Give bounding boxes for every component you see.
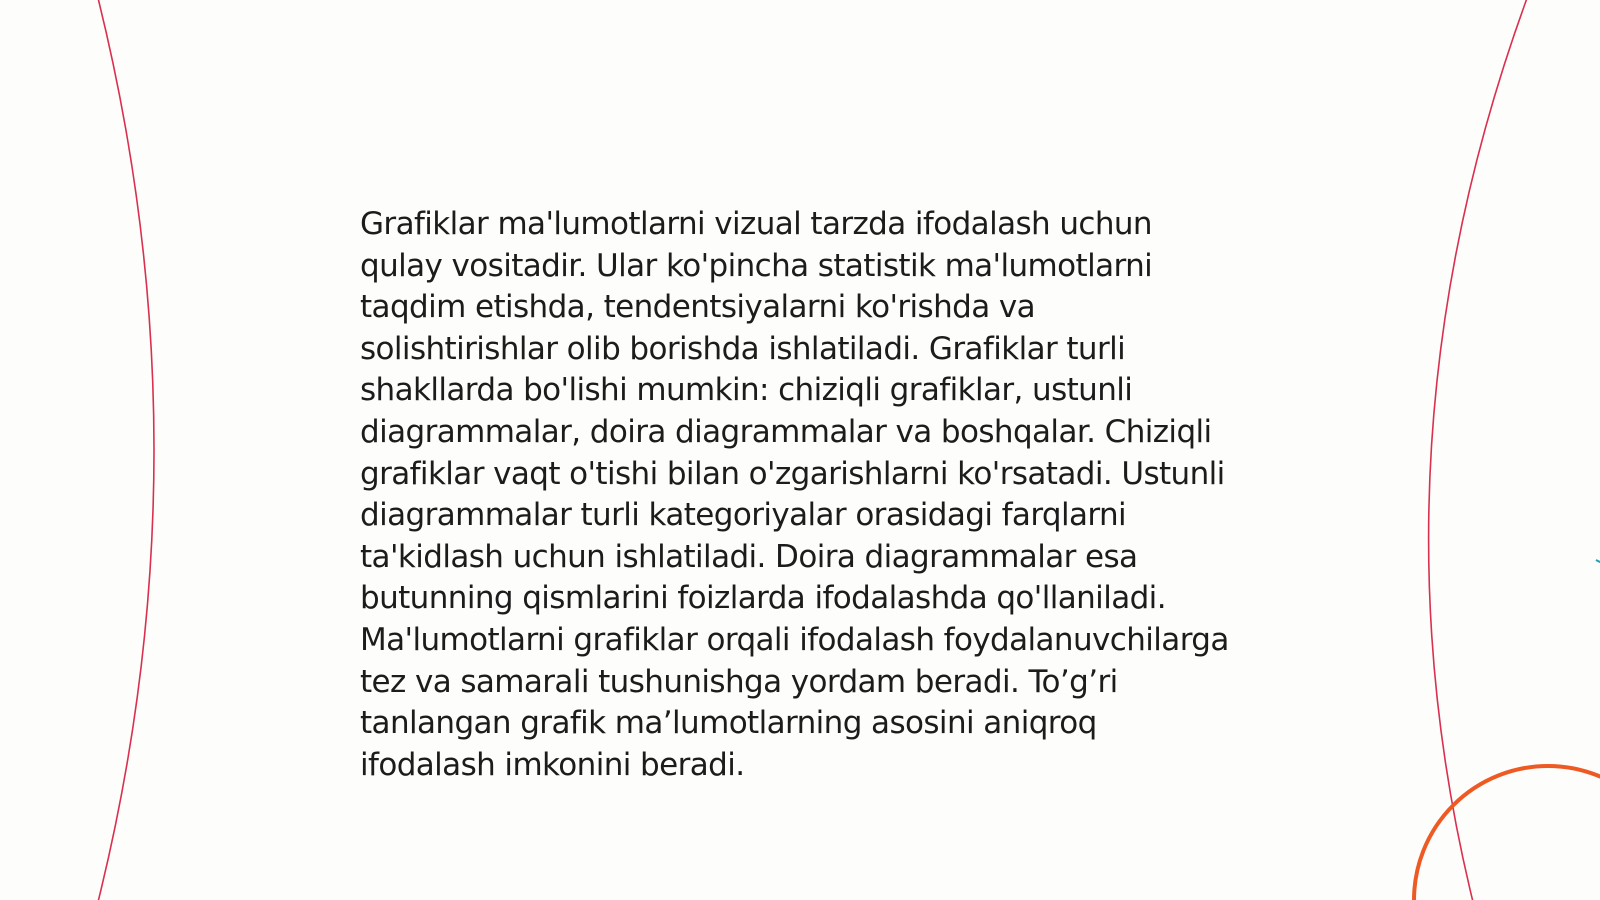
slide-body-text: Grafiklar ma'lumotlarni vizual tarzda ifodalash uchun qulay vositadir. Ular ko'pincha statistik ma'lumotlarni taqdim etishda, tendentsiyalarni ko'rishda va solishtirishlar olib borishda ishlatiladi. Grafiklar turli shakllarda bo'lishi mumkin: chiziqli grafiklar, ustunli diagrammalar, doira diagrammalar va boshqalar. Chiziqli grafiklar vaqt o'tishi bilan o'zgarishlarni ko'rsatadi. Ustunli diagrammalar turli kategoriyalar orasidagi farqlarni ta'kidlash uchun ishlatiladi. Doira diagrammalar esa butunning qismlarini foizlarda ifodalashda qo'llaniladi. Ma'lumotlarni grafiklar orqali ifodalash foydalanuvchilarga tez va samarali tushunishga yordam beradi. To’g’ri tanlangan grafik ma’lumotlarning asosini aniqroq ifodalash imkonini beradi. — [360, 206, 1229, 783]
teal-accent-mark — [1596, 560, 1600, 563]
right-arc-line — [1429, 0, 1530, 900]
orange-circle-outline — [1414, 766, 1600, 900]
left-arc-line — [96, 0, 154, 900]
